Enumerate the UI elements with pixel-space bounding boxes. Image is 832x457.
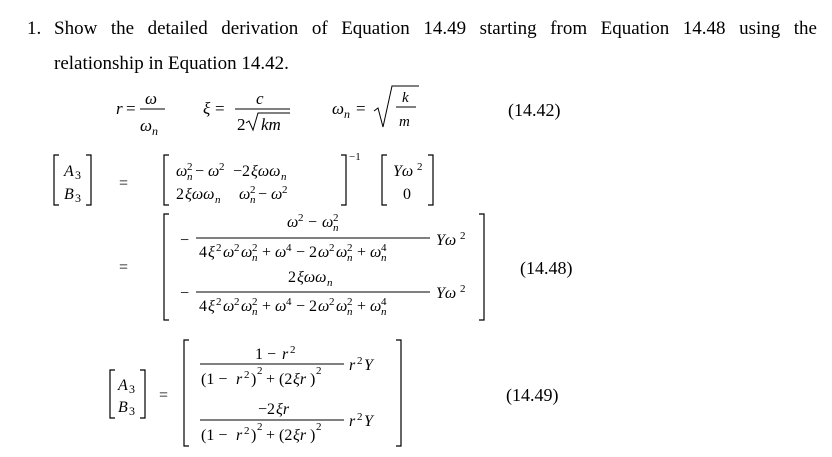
svg-text:): ) xyxy=(251,427,257,444)
svg-text:A: A xyxy=(64,163,74,180)
svg-text:ω: ω xyxy=(275,298,287,315)
svg-text:4: 4 xyxy=(286,242,292,254)
equation-number-14-49: (14.49) xyxy=(506,385,559,405)
svg-text:−: − xyxy=(296,244,306,261)
svg-text:2: 2 xyxy=(316,365,322,377)
svg-text:−: − xyxy=(195,163,205,180)
svg-text:Yω: Yω xyxy=(393,163,414,180)
svg-text:0: 0 xyxy=(403,186,411,203)
svg-text:+ (2: + (2 xyxy=(266,371,293,388)
svg-text:Yω: Yω xyxy=(436,285,457,302)
problem-text-line-2: relationship in Equation 14.42. xyxy=(54,53,289,74)
svg-text:2: 2 xyxy=(237,115,246,134)
svg-text:−: − xyxy=(308,214,318,231)
svg-text:4: 4 xyxy=(381,242,387,254)
svg-text:r: r xyxy=(282,346,289,363)
svg-text:ω: ω xyxy=(336,244,348,261)
svg-text:2: 2 xyxy=(329,242,335,254)
svg-text:2: 2 xyxy=(252,242,258,254)
svg-text:(1 −: (1 − xyxy=(201,371,228,388)
svg-text:ω: ω xyxy=(271,186,283,203)
svg-text:1 −: 1 − xyxy=(255,346,277,363)
svg-text:2: 2 xyxy=(417,161,423,173)
svg-text:r: r xyxy=(349,357,356,374)
svg-text:2: 2 xyxy=(282,184,288,196)
svg-text:n: n xyxy=(152,124,158,138)
svg-text:ξr: ξr xyxy=(276,401,290,418)
equation-number-14-42: (14.42) xyxy=(508,100,561,120)
svg-text:−: − xyxy=(296,298,306,315)
svg-text:2: 2 xyxy=(357,411,363,423)
svg-text:n: n xyxy=(347,252,353,264)
equation-number-14-48: (14.48) xyxy=(520,258,573,278)
svg-text:2: 2 xyxy=(234,242,240,254)
svg-text:n: n xyxy=(344,107,350,121)
svg-text:ω: ω xyxy=(318,298,330,315)
svg-text:n: n xyxy=(327,277,333,289)
svg-text:): ) xyxy=(251,371,257,388)
svg-text:2: 2 xyxy=(309,244,317,261)
svg-text:n: n xyxy=(252,306,258,318)
svg-text:−2: −2 xyxy=(258,401,276,418)
svg-text:=: = xyxy=(159,387,169,404)
svg-text:4: 4 xyxy=(286,296,292,308)
svg-text:Yω: Yω xyxy=(436,232,457,249)
svg-text:r: r xyxy=(236,427,243,444)
svg-text:2: 2 xyxy=(347,242,353,254)
svg-text:−: − xyxy=(180,232,190,249)
svg-text:): ) xyxy=(310,371,316,388)
svg-text:2: 2 xyxy=(316,421,322,433)
svg-text:2: 2 xyxy=(460,230,466,242)
svg-text:n: n xyxy=(187,171,193,183)
svg-text:n: n xyxy=(250,194,256,206)
svg-text:Y: Y xyxy=(364,357,373,374)
svg-text:2: 2 xyxy=(257,421,263,433)
svg-text:n: n xyxy=(381,306,387,318)
svg-text:2: 2 xyxy=(216,296,222,308)
svg-text:2: 2 xyxy=(288,269,296,286)
svg-text:+: + xyxy=(262,298,272,315)
svg-text:ξωω: ξωω xyxy=(251,163,281,180)
svg-text:(1 −: (1 − xyxy=(201,427,228,444)
svg-text:2: 2 xyxy=(347,296,353,308)
svg-text:=: = xyxy=(119,175,129,192)
svg-text:ω: ω xyxy=(239,186,251,203)
svg-text:n: n xyxy=(333,222,339,234)
svg-text:2: 2 xyxy=(298,212,304,224)
svg-text:ω: ω xyxy=(336,298,348,315)
svg-text:ω: ω xyxy=(287,214,299,231)
svg-text:B: B xyxy=(118,399,128,416)
svg-text:ω: ω xyxy=(322,214,334,231)
svg-text:ω: ω xyxy=(275,244,287,261)
svg-text:ω: ω xyxy=(370,298,382,315)
svg-text:4: 4 xyxy=(199,298,207,315)
svg-text:−: − xyxy=(180,285,190,302)
svg-text:4: 4 xyxy=(381,296,387,308)
svg-text:3: 3 xyxy=(75,168,81,182)
svg-text:m: m xyxy=(399,114,410,130)
svg-text:−: − xyxy=(258,186,268,203)
svg-text:2: 2 xyxy=(333,212,339,224)
svg-text:2: 2 xyxy=(216,242,222,254)
svg-text:3: 3 xyxy=(129,382,135,396)
svg-text:ω: ω xyxy=(332,99,345,118)
svg-text:=: = xyxy=(119,259,129,276)
svg-text:3: 3 xyxy=(129,404,135,418)
svg-text:ξr: ξr xyxy=(293,371,307,388)
svg-text:r: r xyxy=(116,99,123,118)
svg-text:n: n xyxy=(381,252,387,264)
svg-text:ω: ω xyxy=(145,89,158,108)
svg-text:+ (2: + (2 xyxy=(266,427,293,444)
svg-text:ω: ω xyxy=(370,244,382,261)
svg-text:ξr: ξr xyxy=(293,427,307,444)
svg-text:n: n xyxy=(215,194,221,206)
svg-text:2: 2 xyxy=(290,344,296,356)
svg-text:ω: ω xyxy=(176,163,188,180)
svg-text:ξωω: ξωω xyxy=(185,186,215,203)
svg-text:ξ: ξ xyxy=(208,244,215,261)
svg-text:2: 2 xyxy=(460,283,466,295)
svg-text:c: c xyxy=(256,89,264,108)
svg-text:2: 2 xyxy=(176,186,184,203)
svg-text:4: 4 xyxy=(199,244,207,261)
svg-text:+: + xyxy=(262,244,272,261)
svg-text:ω: ω xyxy=(241,244,253,261)
svg-text:r: r xyxy=(236,371,243,388)
svg-text:Y: Y xyxy=(364,413,373,430)
svg-text:2: 2 xyxy=(244,369,250,381)
svg-text:=: = xyxy=(356,99,366,118)
svg-text:+: + xyxy=(357,298,367,315)
svg-text:2: 2 xyxy=(329,296,335,308)
svg-text:km: km xyxy=(261,115,281,134)
svg-text:2: 2 xyxy=(219,161,225,173)
svg-text:2: 2 xyxy=(257,365,263,377)
svg-text:2: 2 xyxy=(252,296,258,308)
svg-text:A: A xyxy=(118,377,128,394)
svg-text:r: r xyxy=(349,413,356,430)
svg-text:ω: ω xyxy=(208,163,220,180)
svg-text:=: = xyxy=(126,99,136,118)
svg-text:n: n xyxy=(252,252,258,264)
svg-text:ω: ω xyxy=(318,244,330,261)
svg-text:2: 2 xyxy=(357,355,363,367)
svg-text:2: 2 xyxy=(187,161,193,173)
svg-text:ξωω: ξωω xyxy=(297,269,327,286)
svg-text:ξ: ξ xyxy=(203,99,211,118)
svg-text:2: 2 xyxy=(309,298,317,315)
svg-text:n: n xyxy=(347,306,353,318)
svg-text:3: 3 xyxy=(75,191,81,205)
svg-text:ξ: ξ xyxy=(208,298,215,315)
problem-number: 1. xyxy=(27,18,42,39)
svg-text:B: B xyxy=(64,186,74,203)
svg-text:k: k xyxy=(402,90,409,106)
svg-text:n: n xyxy=(281,171,287,183)
svg-text:=: = xyxy=(215,99,225,118)
svg-text:+: + xyxy=(357,244,367,261)
svg-text:2: 2 xyxy=(244,425,250,437)
svg-text:ω: ω xyxy=(140,116,153,135)
svg-text:ω: ω xyxy=(223,298,235,315)
svg-text:): ) xyxy=(310,427,316,444)
svg-text:2: 2 xyxy=(250,184,256,196)
svg-text:ω: ω xyxy=(241,298,253,315)
svg-text:−2: −2 xyxy=(233,163,251,180)
svg-text:ω: ω xyxy=(223,244,235,261)
problem-text-line-1: Show the detailed derivation of Equation 14.49 starting from Equation 14.48 using the xyxy=(54,18,817,39)
svg-text:−1: −1 xyxy=(349,151,361,163)
svg-text:2: 2 xyxy=(234,296,240,308)
